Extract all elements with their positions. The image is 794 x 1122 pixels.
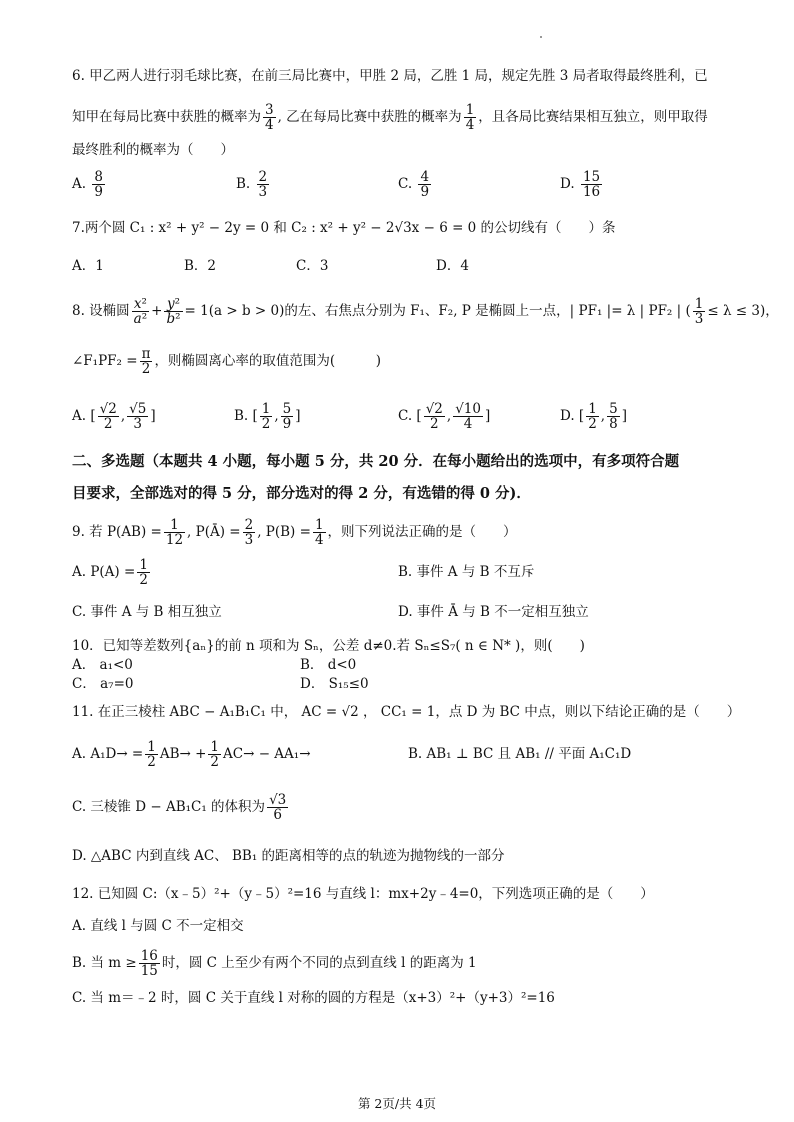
- q7-option-b: B．2: [184, 258, 217, 274]
- q7-stem: 7.两个圆 C₁ : x² + y² − 2y = 0 和 C₂ : x² + y² − 2√3x − 6 = 0 的公切线有（ ）条: [72, 220, 616, 236]
- q10-stem: 10．已知等差数列{aₙ}的前 n 项和为 Sₙ，公差 d≠0.若 Sₙ≤S₇( n ∈ N* )，则( ): [72, 638, 585, 654]
- q7-option-a: A．1: [72, 258, 104, 274]
- q8-lambda-min: $\frac{1}{3}$: [694, 295, 704, 327]
- q9-option-a: A. P(A) = $\frac{1}{2}$: [72, 556, 148, 588]
- q8-y-term: $\frac{\text{y²}}{\text{b²}}$: [166, 295, 181, 327]
- q6-line2: 知甲在每局比赛中获胜的概率为 $\frac{3}{4}$ , 乙在每局比赛中获胜的概率为 $\frac{1}{4}$ ，且各局比赛结果相互独立，则甲取得: [72, 101, 708, 133]
- q6-option-d: D. $\frac{15}{16}$: [560, 168, 601, 200]
- q8-angle-line: ∠F₁PF₂ = $\frac{\pi}{2}$ ，则椭圆离心率的取值范围为( ): [72, 345, 381, 377]
- q8-option-d: D. [ $\frac{1}{2}$ , $\frac{5}{8}$ ]: [560, 400, 627, 432]
- q12-option-a: A. 直线 l 与圆 C 不一定相交: [72, 918, 244, 934]
- q12-option-c: C. 当 m＝﹣2 时，圆 C 关于直线 l 对称的圆的方程是（x+3）²+（y+3）²=16: [72, 990, 555, 1006]
- q6-line1: 6. 甲乙两人进行羽毛球比赛，在前三局比赛中，甲胜 2 局，乙胜 1 局，规定先胜 3 局者取得最终胜利，已: [72, 68, 708, 84]
- q9-option-c: C. 事件 A 与 B 相互独立: [72, 604, 222, 620]
- section2-heading-line1: 二、多选题（本题共 4 小题，每小题 5 分，共 20 分．在每小题给出的选项中，有多项符合题: [72, 453, 680, 470]
- q8-option-c: C. [ $\frac{√2}{2}$ , $\frac{√10}{4}$ ]: [398, 400, 491, 432]
- q6-prob-a: $\frac{3}{4}$: [265, 101, 274, 133]
- q6-line3: 最终胜利的概率为（ ）: [72, 142, 234, 158]
- q8-option-a: A. [ $\frac{√2}{2}$ , $\frac{√5}{3}$ ]: [72, 400, 156, 432]
- q6-option-a: A. $\frac{8}{9}$: [72, 168, 103, 200]
- q11-option-c: C. 三棱锥 D − AB₁C₁ 的体积为 $\frac{√3}{6}$: [72, 791, 287, 823]
- q12-stem: 12. 已知圆 C:（x﹣5）²+（y﹣5）²=16 与直线 l：mx+2y﹣4=0，下列选项正确的是（ ）: [72, 886, 654, 902]
- q11-option-d: D. △ABC 内到直线 AC、 BB₁ 的距离相等的点的轨迹为抛物线的一部分: [72, 848, 505, 864]
- q9-option-d: D. 事件 Ā 与 B 不一定相互独立: [398, 604, 589, 620]
- section2-heading-line2: 目要求，全部选对的得 5 分，部分选对的得 2 分，有选错的得 0 分)．: [72, 485, 531, 502]
- q6-option-c: C. $\frac{4}{9}$: [398, 168, 430, 200]
- q8-x-term: $\frac{\text{x²}}{\text{a²}}$: [133, 295, 148, 327]
- q10-option-c: C． a₇=0: [72, 676, 134, 692]
- q11-stem: 11. 在正三棱柱 ABC − A₁B₁C₁ 中， AC = √2 ， CC₁ = 1，点 D 为 BC 中点，则以下结论正确的是（ ）: [72, 704, 741, 720]
- q11-option-a: A. A₁D→ = $\frac{1}{2}$ AB→ + $\frac{1}{2}$ AC→ − AA₁→: [72, 738, 311, 770]
- q7-option-c: C．3: [296, 258, 329, 274]
- scan-dot: [540, 36, 542, 38]
- q10-option-b: B． d<0: [300, 657, 357, 673]
- page-footer: 第 2页/共 4页: [357, 1096, 437, 1111]
- q9-option-b: B. 事件 A 与 B 不互斥: [398, 564, 535, 580]
- q6-prob-b: $\frac{1}{4}$: [465, 101, 475, 133]
- q6-option-b: B. $\frac{2}{3}$: [236, 168, 268, 200]
- q11-option-b: B. AB₁ ⊥ BC 且 AB₁ // 平面 A₁C₁D: [408, 746, 632, 762]
- q9-stem: 9. 若 P(AB) = $\frac{1}{12}$ , P(Ā) = $\frac{2}{3}$ , P(B) = $\frac{1}{4}$ ，则下列说法正确的是（ ）: [72, 516, 517, 548]
- q8-option-b: B. [ $\frac{1}{2}$ , $\frac{5}{9}$ ]: [234, 400, 301, 432]
- q10-option-d: D． S₁₅≤0: [300, 676, 369, 692]
- q10-option-a: A． a₁<0: [72, 657, 133, 673]
- q12-option-b: B. 当 m ≥ $\frac{16}{15}$ 时，圆 C 上至少有两个不同的点到直线 l 的距离为 1: [72, 947, 477, 979]
- q7-option-d: D．4: [436, 258, 469, 274]
- q8-stem: 8. 设椭圆 $\frac{\text{x²}}{\text{a²}}$ + $\frac{\text{y²}}{\text{b²}}$ = 1(a > b > 0)的左、右焦点分别为 F₁、F₂, P 是椭圆上一点，| PF₁ |= λ | PF₂ | ( $\frac{1}{3}$ ≤ λ ≤ 3)，: [72, 295, 779, 327]
